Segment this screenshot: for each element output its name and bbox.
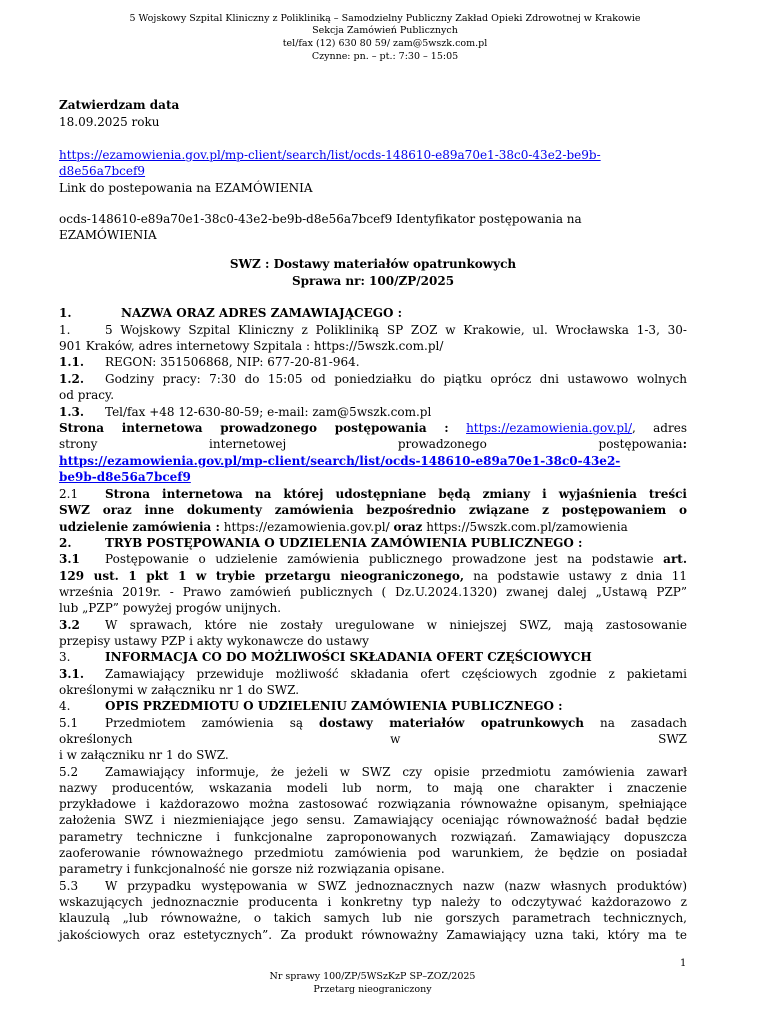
paragraph-number: 3.1.	[59, 667, 85, 681]
page-number: 1	[680, 958, 687, 969]
case-number: Sprawa nr: 100/ZP/2025	[291, 274, 455, 288]
paragraph-text: W sprawach, które nie zostały uregulowane w niniejszej SWZ, mają zastosowanie	[105, 618, 687, 632]
website-line-2	[59, 436, 687, 452]
regon-line	[59, 354, 360, 370]
paragraph-number: 1.	[59, 323, 71, 337]
partial-offers-line-1	[59, 666, 687, 682]
section-5-2-line-2: nazwy producentów, wskazania modeli lub norm, to mają one charakter i znaczenie	[59, 781, 687, 795]
section-5-2-line-5: parametry techniczne i funkcjonalne zaproponowanych rozwiązań. Zamawiający dopuszcza	[59, 830, 687, 844]
paragraph-number: 3.2	[59, 618, 80, 632]
procedure-id-line-1: ocds-148610-e89a70e1-38c0-43e2-be9b-d8e56a7bcef9 Identyfikator postępowania na	[59, 212, 582, 226]
paragraph-text: Zamawiający informuje, że jeżeli w SWZ czy opisie przedmiotu zamówienia zawarł	[105, 765, 687, 779]
paragraph-text: W przypadku występowania w SWZ jednoznacznych nazw (nazw własnych produktów)	[105, 879, 687, 893]
procedure-id-line-2: EZAMÓWIENIA	[59, 228, 157, 242]
paragraph-number: 1.1.	[59, 355, 85, 369]
section-5-3-line-2: wskazujących jednoznacznie producenta i konkretny typ należy to odczytywać każdorazowo z	[59, 895, 687, 909]
section-1-heading	[59, 305, 402, 321]
approval-date: 18.09.2025 roku	[59, 115, 160, 129]
section-5-1-line-2: określonych w SWZ	[59, 732, 687, 746]
website-line-1	[59, 420, 687, 436]
section-5-3-line-1	[59, 878, 687, 894]
paragraph-number: 1.2.	[59, 372, 85, 386]
paragraph-text: Godziny pracy: 7:30 do 15:05 od poniedziałku do piątku oprócz dni ustawowo wolnych	[105, 372, 687, 386]
section-5-3-line-3: klauzulą „lub równoważne, o takich samych lub nie gorszych parametrach technicznych,	[59, 911, 687, 925]
section-5-1-line-3: i w załączniku nr 1 do SWZ.	[59, 748, 229, 762]
bold-text: dostawy materiałów opatrunkowych	[319, 716, 584, 730]
letterhead-line-1: 5 Wojskowy Szpital Kliniczny z Polikliniką – Samodzielny Publiczny Zakład Opieki Zdrowotnej w Krakowie	[129, 13, 641, 24]
section-5-1-line-1	[59, 715, 687, 731]
section-3-1-line-3: września 2019r. - Prawo zamówień publicznych ( Dz.U.2024.1320) zwanej dalej „Ustawą PZP”	[59, 585, 687, 599]
conjunction: oraz	[393, 520, 423, 534]
section-5-2-line-6: zaoferowanie równoważnego przedmiotu zamówienia pod warunkiem, że będzie on posiadał	[59, 846, 687, 860]
letterhead-line-3: tel/fax (12) 630 80 59/ zam@5wszk.com.pl	[282, 38, 488, 49]
contact-line	[59, 404, 431, 420]
procedure-url-line-1[interactable]: https://ezamowienia.gov.pl/mp-client/search/list/ocds-148610-e89a70e1-38c0-43e2-	[59, 454, 621, 468]
paragraph-text: udzielenie zamówienia :	[59, 520, 220, 534]
section-3-1-line-2	[59, 568, 687, 584]
paragraph-text: Zamawiający przewiduje możliwość składania ofert częściowych zgodnie z pakietami	[105, 667, 687, 681]
section-2-1-line-2: SWZ oraz inne dokumenty zamówienia bezpośrednio związane z postępowaniem o	[59, 503, 687, 517]
procedure-url-line-2[interactable]: be9b-d8e56a7bcef9	[59, 470, 191, 484]
paragraph-number: 1.3.	[59, 405, 85, 419]
section-5-3-line-4: jakościowych oraz estetycznych”. Za produkt równoważny Zamawiający uzna taki, który ma te	[59, 928, 687, 942]
section-title: INFORMACJA CO DO MOŻLIWOŚCI SKŁADANIA OFERT CZĘŚCIOWYCH	[105, 650, 592, 664]
document-title: SWZ : Dostawy materiałów opatrunkowych	[229, 257, 517, 271]
procedure-link-line-1[interactable]: https://ezamowienia.gov.pl/mp-client/search/list/ocds-148610-e89a70e1-38c0-43e2-be9b-	[59, 148, 601, 162]
paragraph-number: 5.2	[59, 765, 79, 779]
paragraph-text: 5 Wojskowy Szpital Kliniczny z Polikliniką SP ZOZ w Krakowie, ul. Wrocławska 1-3, 30-	[105, 323, 687, 337]
paragraph-text: Tel/fax +48 12-630-80-59; e-mail: zam@5wszk.com.pl	[105, 405, 432, 419]
ezamowienia-url[interactable]: https://ezamowienia.gov.pl/	[219, 520, 394, 534]
section-3-heading	[59, 649, 592, 665]
procedure-link-description: Link do postepowania na EZAMÓWIENIA	[59, 181, 313, 195]
section-number: 1.	[59, 306, 72, 320]
bold-text: art.	[663, 552, 687, 566]
procedure-link-line-2[interactable]: d8e56a7bcef9	[59, 164, 146, 178]
hospital-url[interactable]: https://5wszk.com.pl/zamowienia	[422, 520, 628, 534]
section-1-address-line-1	[59, 322, 687, 338]
section-title: OPIS PRZEDMIOTU O UDZIELENIU ZAMÓWIENIA PUBLICZNEGO :	[105, 699, 563, 713]
paragraph-text: na zasadach	[583, 716, 687, 730]
section-5-2-line-1	[59, 764, 687, 780]
partial-offers-line-2: określonymi w załączniku nr 1 do SWZ.	[59, 683, 300, 697]
footer-procedure-type: Przetarg nieograniczony	[313, 984, 432, 995]
section-2-1-line-1	[59, 486, 687, 502]
letterhead-line-4: Czynne: pn. – pt.: 7:30 – 15:05	[311, 51, 459, 62]
paragraph-text: REGON: 351506868, NIP: 677-20-81-964.	[105, 355, 360, 369]
ezamowienia-link[interactable]: https://ezamowienia.gov.pl/	[466, 421, 632, 435]
paragraph-text: Przedmiotem zamówienia są	[105, 716, 320, 730]
footer-case-number: Nr sprawy 100/ZP/5WSzKzP SP–ZOZ/2025	[269, 971, 476, 982]
letterhead-line-2: Sekcja Zamówień Publicznych	[312, 25, 458, 36]
section-4-heading	[59, 698, 563, 714]
section-3-2-line-2: przepisy ustawy PZP i akty wykonawcze do ustawy	[59, 634, 369, 648]
section-3-1-line-1	[59, 551, 687, 567]
paragraph-number: 3.1	[59, 552, 80, 566]
approval-title: Zatwierdzam data	[59, 98, 180, 112]
bold-text: 129 ust. 1 pkt 1 w trybie przetargu nieograniczonego,	[59, 569, 465, 583]
section-1-address-line-2: 901 Kraków, adres internetowy Szpitala : https://5wszk.com.pl/	[59, 339, 444, 353]
section-title: NAZWA ORAZ ADRES ZAMAWIAJĄCEGO :	[121, 306, 403, 320]
paragraph-text: na podstawie ustawy z dnia 11	[464, 569, 687, 583]
section-3-1-line-4: lub „PZP” powyżej progów unijnych.	[59, 601, 282, 615]
section-number: 3.	[59, 650, 71, 664]
paragraph-text: Postępowanie o udzielenie zamówienia publicznego prowadzone jest na podstawie	[105, 552, 664, 566]
section-5-2-line-3: przykładowe i każdorazowo można zastosować rozwiązania równoważne opisanym, spełniające	[59, 797, 687, 811]
section-number: 2.	[59, 536, 72, 550]
section-2-1-line-3	[59, 519, 628, 535]
paragraph-number: 5.3	[59, 879, 79, 893]
hours-line-2: od pracy.	[59, 388, 115, 402]
section-number: 4.	[59, 699, 71, 713]
paragraph-text: Strona internetowa na której udostępniane będą zmiany i wyjaśnienia treści	[105, 487, 687, 501]
website-suffix: , adres	[632, 421, 687, 435]
section-5-2-line-4: założenia SWZ i niezmieniające jego sensu. Zamawiający oceniając równoważność badał będzie	[59, 813, 687, 827]
website-label: Strona internetowa prowadzonego postępowania :	[59, 421, 449, 435]
section-3-2-line-1	[59, 617, 687, 633]
section-title: TRYB POSTĘPOWANIA O UDZIELENIA ZAMÓWIENIA PUBLICZNEGO :	[105, 536, 583, 550]
section-2-heading	[59, 535, 582, 551]
paragraph-number: 2.1	[59, 487, 79, 501]
colon: :	[682, 437, 687, 451]
website-label-2: strony internetowej prowadzonego postępowania	[59, 437, 683, 451]
section-5-2-line-7: parametry i funkcjonalność nie gorsze niż rozwiązania opisane.	[59, 862, 445, 876]
paragraph-number: 5.1	[59, 716, 79, 730]
hours-line-1	[59, 371, 687, 387]
